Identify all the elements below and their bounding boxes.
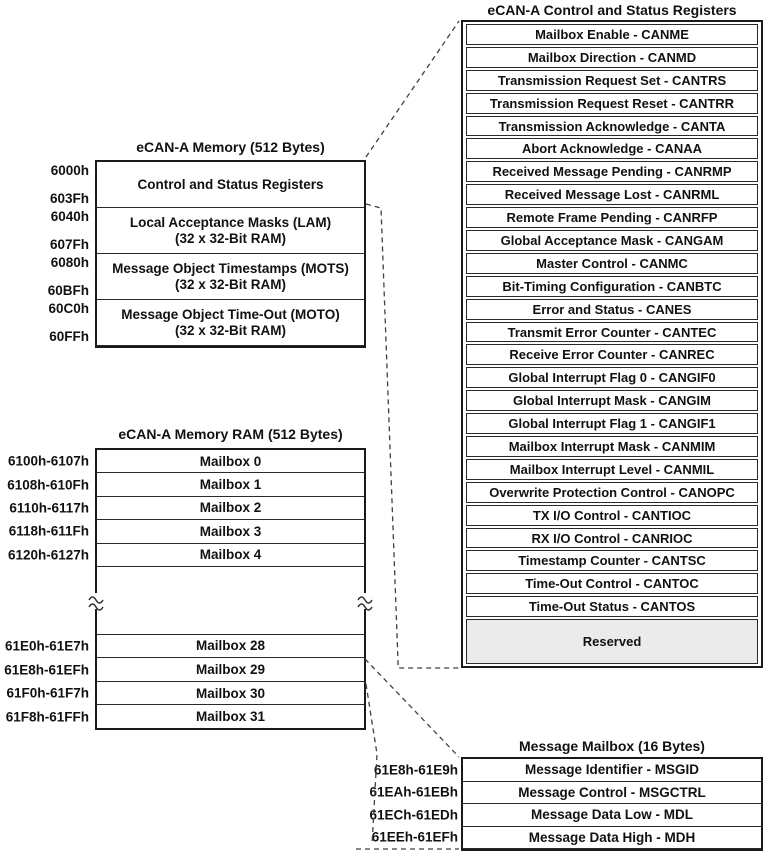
register-row: TX I/O Control - CANTIOC <box>466 505 758 526</box>
message-mailbox-field-label: Message Control - MSGCTRL <box>518 784 706 800</box>
end-address-label: 60BFh <box>47 283 89 298</box>
register-row: Global Interrupt Mask - CANGIM <box>466 390 758 411</box>
register-row: Mailbox Enable - CANME <box>466 24 758 45</box>
register-row: Transmission Request Set - CANTRS <box>466 70 758 91</box>
ram-block-title: eCAN-A Memory RAM (512 Bytes) <box>118 426 343 442</box>
message-mailbox-field-label: Message Data Low - MDL <box>530 807 694 823</box>
registers-block-title: eCAN-A Control and Status Registers <box>487 2 737 18</box>
address-label: 61ECh-61EDh <box>369 807 458 823</box>
register-row: Remote Frame Pending - CANRFP <box>466 207 758 228</box>
memory-region-sublabel: (32 x 32-Bit RAM) <box>174 322 287 338</box>
memory-region-label: Message Object Timestamps (MOTS) <box>112 260 349 276</box>
message-mailbox-title: Message Mailbox (16 Bytes) <box>519 738 705 754</box>
register-row: Received Message Lost - CANRML <box>466 184 758 205</box>
register-row: Mailbox Interrupt Level - CANMIL <box>466 459 758 480</box>
mailbox-label: Mailbox 1 <box>199 477 262 493</box>
memory-region-label: Message Object Time-Out (MOTO) <box>121 306 340 322</box>
register-row: Master Control - CANMC <box>466 253 758 274</box>
address-label: 6110h-6117h <box>9 500 89 516</box>
memory-region-sublabel: (32 x 32-Bit RAM) <box>174 276 287 292</box>
start-address-label: 6080h <box>50 255 89 270</box>
connector-mailbox29-to-detail-top <box>365 659 459 757</box>
memory-block-title: eCAN-A Memory (512 Bytes) <box>136 139 325 155</box>
mailbox-label: Mailbox 2 <box>199 500 262 516</box>
mailbox-row <box>7 544 364 567</box>
register-row: Received Message Pending - CANRMP <box>466 161 758 182</box>
address-label: 6118h-611Fh <box>8 523 89 539</box>
address-label: 61EEh-61EFh <box>371 829 458 845</box>
message-mailbox-row <box>373 759 761 782</box>
memory-region-label: Local Acceptance Masks (LAM) <box>129 214 332 230</box>
address-label: 61F8h-61FFh <box>5 709 89 725</box>
register-row: Transmission Request Reset - CANTRR <box>466 93 758 114</box>
memory-region-label: Control and Status Registers <box>137 176 324 192</box>
mailbox-rows-top <box>7 450 364 567</box>
mailbox-rows-bottom <box>4 634 364 728</box>
start-address-label: 6000h <box>50 163 89 178</box>
mailbox-label: Mailbox 28 <box>195 638 266 654</box>
mailbox-label: Mailbox 0 <box>199 453 262 469</box>
register-row: Global Interrupt Flag 0 - CANGIF0 <box>466 367 758 388</box>
mailbox-row <box>5 704 364 728</box>
register-row: Receive Error Counter - CANREC <box>466 344 758 365</box>
mailbox-label: Mailbox 3 <box>199 523 262 539</box>
mailbox-row <box>8 520 364 543</box>
register-row: Bit-Timing Configuration - CANBTC <box>466 276 758 297</box>
omitted-rows-spacer <box>97 567 364 634</box>
message-mailbox-row <box>369 804 761 827</box>
ram-mailbox-map <box>4 448 366 730</box>
register-row: RX I/O Control - CANRIOC <box>466 528 758 549</box>
memory-region-row <box>49 208 364 254</box>
message-mailbox-field-label: Message Data High - MDH <box>528 829 696 845</box>
mailbox-label: Mailbox 4 <box>199 547 262 563</box>
register-row: Mailbox Direction - CANMD <box>466 47 758 68</box>
message-mailbox-row <box>369 782 761 805</box>
address-label: 61E0h-61E7h <box>4 638 89 654</box>
registers-table <box>461 20 763 668</box>
memory-map <box>47 160 366 348</box>
mailbox-label: Mailbox 31 <box>195 709 266 725</box>
address-label: 6120h-6127h <box>7 547 89 563</box>
register-row: Transmission Acknowledge - CANTA <box>466 116 758 137</box>
register-row: Time-Out Control - CANTOC <box>466 573 758 594</box>
end-address-label: 60FFh <box>49 329 89 344</box>
end-address-label: 607Fh <box>49 237 89 252</box>
address-label: 61F0h-61F7h <box>6 685 89 701</box>
mailbox-label: Mailbox 30 <box>195 685 266 701</box>
start-address-label: 60C0h <box>48 301 89 316</box>
mailbox-row <box>4 634 364 658</box>
address-label: 61EAh-61EBh <box>369 784 458 800</box>
end-address-label: 603Fh <box>49 191 89 206</box>
mailbox-row <box>7 450 364 473</box>
register-row: Global Interrupt Flag 1 - CANGIF1 <box>466 413 758 434</box>
message-mailbox-row <box>371 827 761 850</box>
mailbox-label: Mailbox 29 <box>195 662 266 678</box>
address-label: 61E8h-61EFh <box>4 662 89 678</box>
connector-memory-to-registers-bottom <box>366 204 459 668</box>
mailbox-row <box>7 473 364 496</box>
message-mailbox-table <box>369 757 763 851</box>
register-row: Transmit Error Counter - CANTEC <box>466 322 758 343</box>
register-row: Mailbox Interrupt Mask - CANMIM <box>466 436 758 457</box>
mailbox-row <box>4 657 364 681</box>
memory-region-row <box>48 300 364 346</box>
register-row: Overwrite Protection Control - CANOPC <box>466 482 758 503</box>
start-address-label: 6040h <box>50 209 89 224</box>
message-mailbox-field-label: Message Identifier - MSGID <box>524 762 700 778</box>
register-row: Time-Out Status - CANTOS <box>466 596 758 617</box>
address-label: 6100h-6107h <box>7 453 89 469</box>
memory-region-row <box>47 254 364 300</box>
memory-region-row <box>49 162 364 208</box>
register-row: Global Acceptance Mask - CANGAM <box>466 230 758 251</box>
connector-memory-to-registers-top <box>366 21 459 157</box>
reserved-row: Reserved <box>466 619 758 664</box>
register-row: Error and Status - CANES <box>466 299 758 320</box>
memory-region-sublabel: (32 x 32-Bit RAM) <box>174 230 287 246</box>
mailbox-row <box>9 497 364 520</box>
address-label: 6108h-610Fh <box>7 477 89 493</box>
mailbox-row <box>6 681 364 705</box>
address-label: 61E8h-61E9h <box>373 762 458 778</box>
register-row: Abort Acknowledge - CANAA <box>466 138 758 159</box>
register-row: Timestamp Counter - CANTSC <box>466 550 758 571</box>
